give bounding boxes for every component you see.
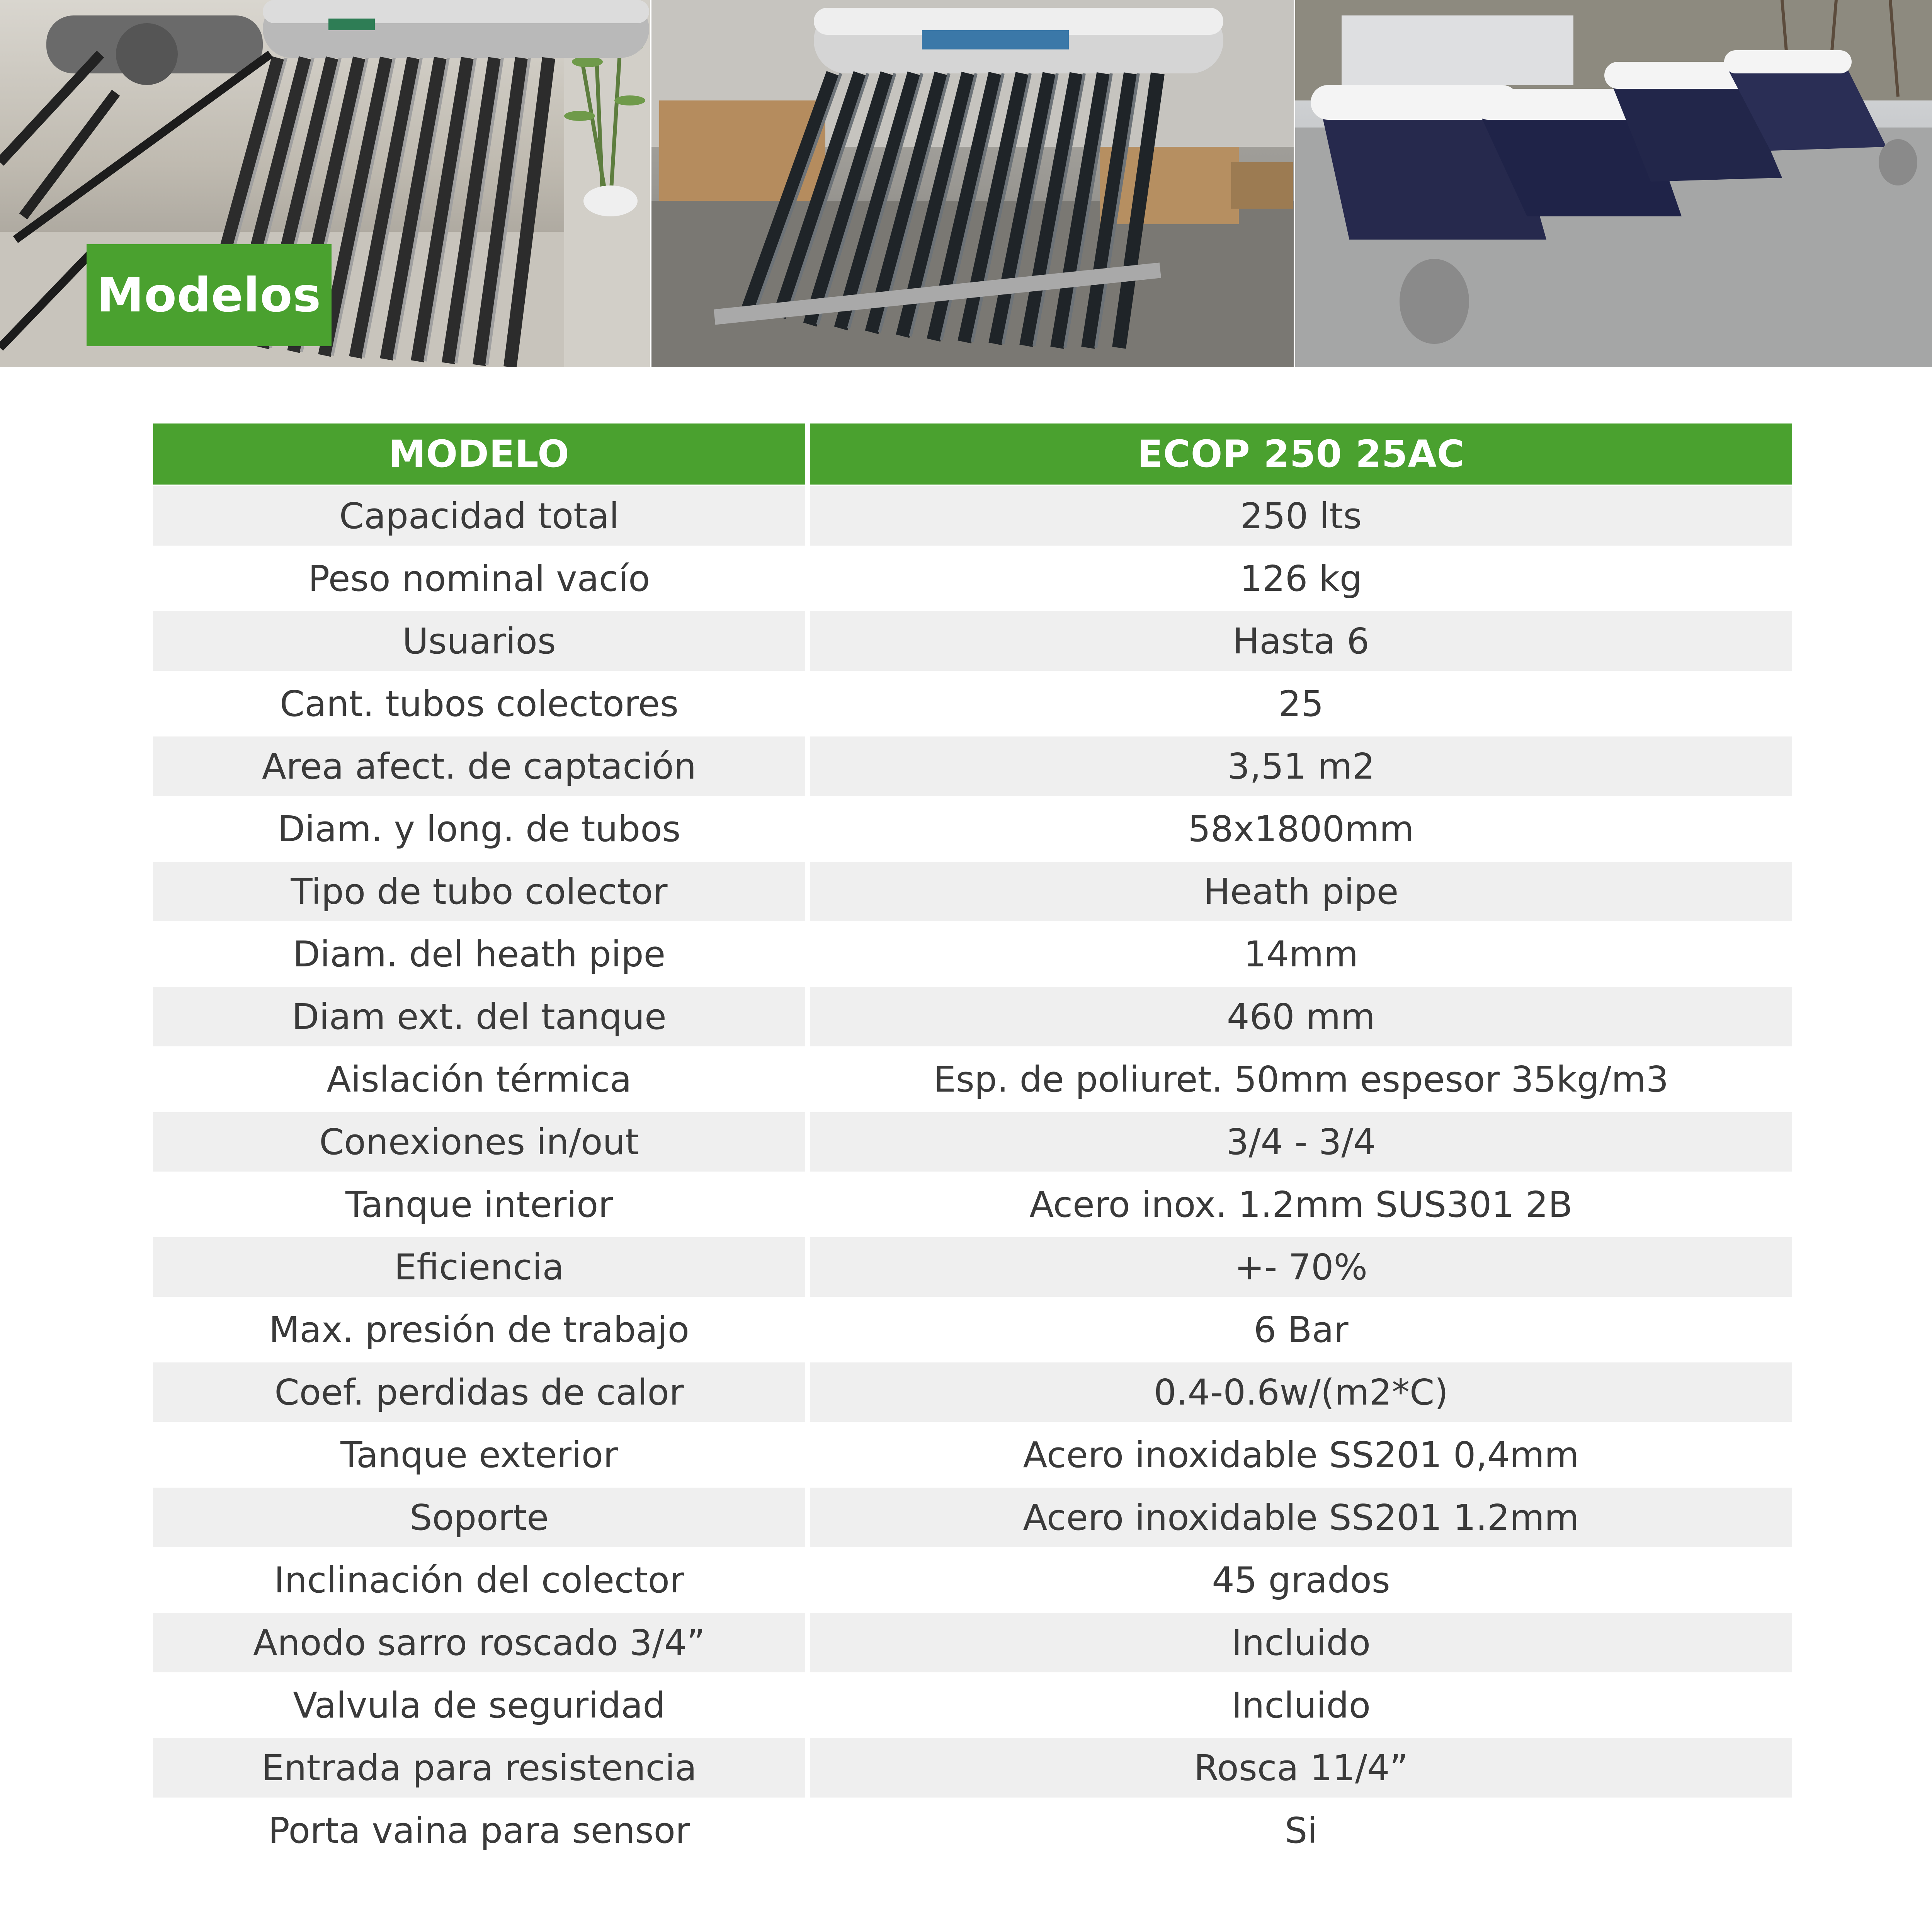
spec-label: Tanque interior	[345, 1184, 613, 1225]
spec-label: Diam ext. del tanque	[153, 987, 805, 1046]
spec-label: Area afect. de captación	[153, 736, 805, 796]
photo-rooftop-heaters	[1295, 0, 1932, 367]
spec-label: Diam. del heath pipe	[293, 933, 666, 975]
spec-label: Capacidad total	[153, 486, 805, 546]
table-row	[153, 1801, 1792, 1863]
spec-value: 58x1800mm	[1188, 808, 1414, 850]
table-row	[153, 924, 1792, 987]
spec-label: Tipo de tubo colector	[153, 862, 805, 921]
spec-label: Soporte	[153, 1488, 805, 1547]
spec-label: Aislación térmica	[327, 1058, 632, 1100]
table-row	[153, 1675, 1792, 1738]
table-row	[153, 1175, 1792, 1237]
spec-table-body	[153, 486, 1792, 1863]
spec-value: 14mm	[1243, 933, 1359, 975]
heater-dimension-diagram	[1090, 1924, 1592, 1932]
spec-label: Inclinación del colector	[274, 1559, 684, 1601]
spec-value: Rosca 11/4”	[810, 1738, 1792, 1798]
spec-value: Acero inox. 1.2mm SUS301 2B	[1029, 1184, 1573, 1225]
table-row	[153, 674, 1792, 736]
spec-value: Hasta 6	[810, 611, 1792, 671]
spec-label: Eficiencia	[153, 1237, 805, 1297]
spec-value: 6 Bar	[1253, 1309, 1349, 1350]
hero-photo-strip	[0, 0, 1932, 367]
table-row	[153, 1613, 1792, 1675]
table-row	[153, 1237, 1792, 1300]
table-row	[153, 862, 1792, 924]
spec-label: Peso nominal vacío	[308, 558, 650, 599]
spec-value: 45 grados	[1212, 1559, 1390, 1601]
photo-workshop-heater	[651, 0, 1294, 367]
table-row	[153, 1112, 1792, 1175]
header-modelo-value: ECOP 250 25AC	[810, 423, 1792, 485]
spec-label: Entrada para resistencia	[153, 1738, 805, 1798]
spec-value: 126 kg	[1240, 558, 1362, 599]
spec-label: Porta vaina para sensor	[268, 1810, 690, 1851]
table-row	[153, 799, 1792, 862]
table-row	[153, 486, 1792, 549]
table-row	[153, 736, 1792, 799]
table-row	[153, 1049, 1792, 1112]
table-row	[153, 1488, 1792, 1550]
table-row	[153, 1300, 1792, 1362]
spec-value: Heath pipe	[810, 862, 1792, 921]
spec-value: Si	[1285, 1810, 1317, 1851]
spec-value: 250 lts	[810, 486, 1792, 546]
spec-label: Max. presión de trabajo	[269, 1309, 689, 1350]
spec-label: Usuarios	[153, 611, 805, 671]
spec-value: 0.4-0.6w/(m2*C)	[810, 1362, 1792, 1422]
table-row	[153, 611, 1792, 674]
table-row	[153, 1425, 1792, 1488]
spec-value: Incluido	[810, 1613, 1792, 1672]
spec-value: 25	[1278, 683, 1324, 724]
spec-value: Acero inoxidable SS201 1.2mm	[810, 1488, 1792, 1547]
spec-value: 3/4 - 3/4	[810, 1112, 1792, 1172]
spec-label: Conexiones in/out	[153, 1112, 805, 1172]
spec-label: Coef. perdidas de calor	[153, 1362, 805, 1422]
modelos-badge: Modelos	[87, 244, 332, 346]
header-modelo-label: MODELO	[153, 423, 805, 485]
spec-label: Tanque exterior	[340, 1434, 618, 1476]
spec-value: Acero inoxidable SS201 0,4mm	[1023, 1434, 1579, 1476]
spec-value: 460 mm	[810, 987, 1792, 1046]
spec-label: Anodo sarro roscado 3/4”	[153, 1613, 805, 1672]
table-row	[153, 549, 1792, 611]
spec-value: 3,51 m2	[810, 736, 1792, 796]
table-row	[153, 1362, 1792, 1425]
spec-table-header	[153, 423, 1792, 486]
spec-value: +- 70%	[810, 1237, 1792, 1297]
table-row	[153, 987, 1792, 1049]
spec-value: Incluido	[1231, 1684, 1371, 1726]
spec-label: Diam. y long. de tubos	[277, 808, 681, 850]
spec-label: Cant. tubos colectores	[279, 683, 679, 724]
spec-value: Esp. de poliuret. 50mm espesor 35kg/m3	[933, 1058, 1669, 1100]
table-row	[153, 1738, 1792, 1801]
spec-table	[153, 423, 1792, 1863]
table-row	[153, 1550, 1792, 1613]
spec-label: Valvula de seguridad	[293, 1684, 665, 1726]
